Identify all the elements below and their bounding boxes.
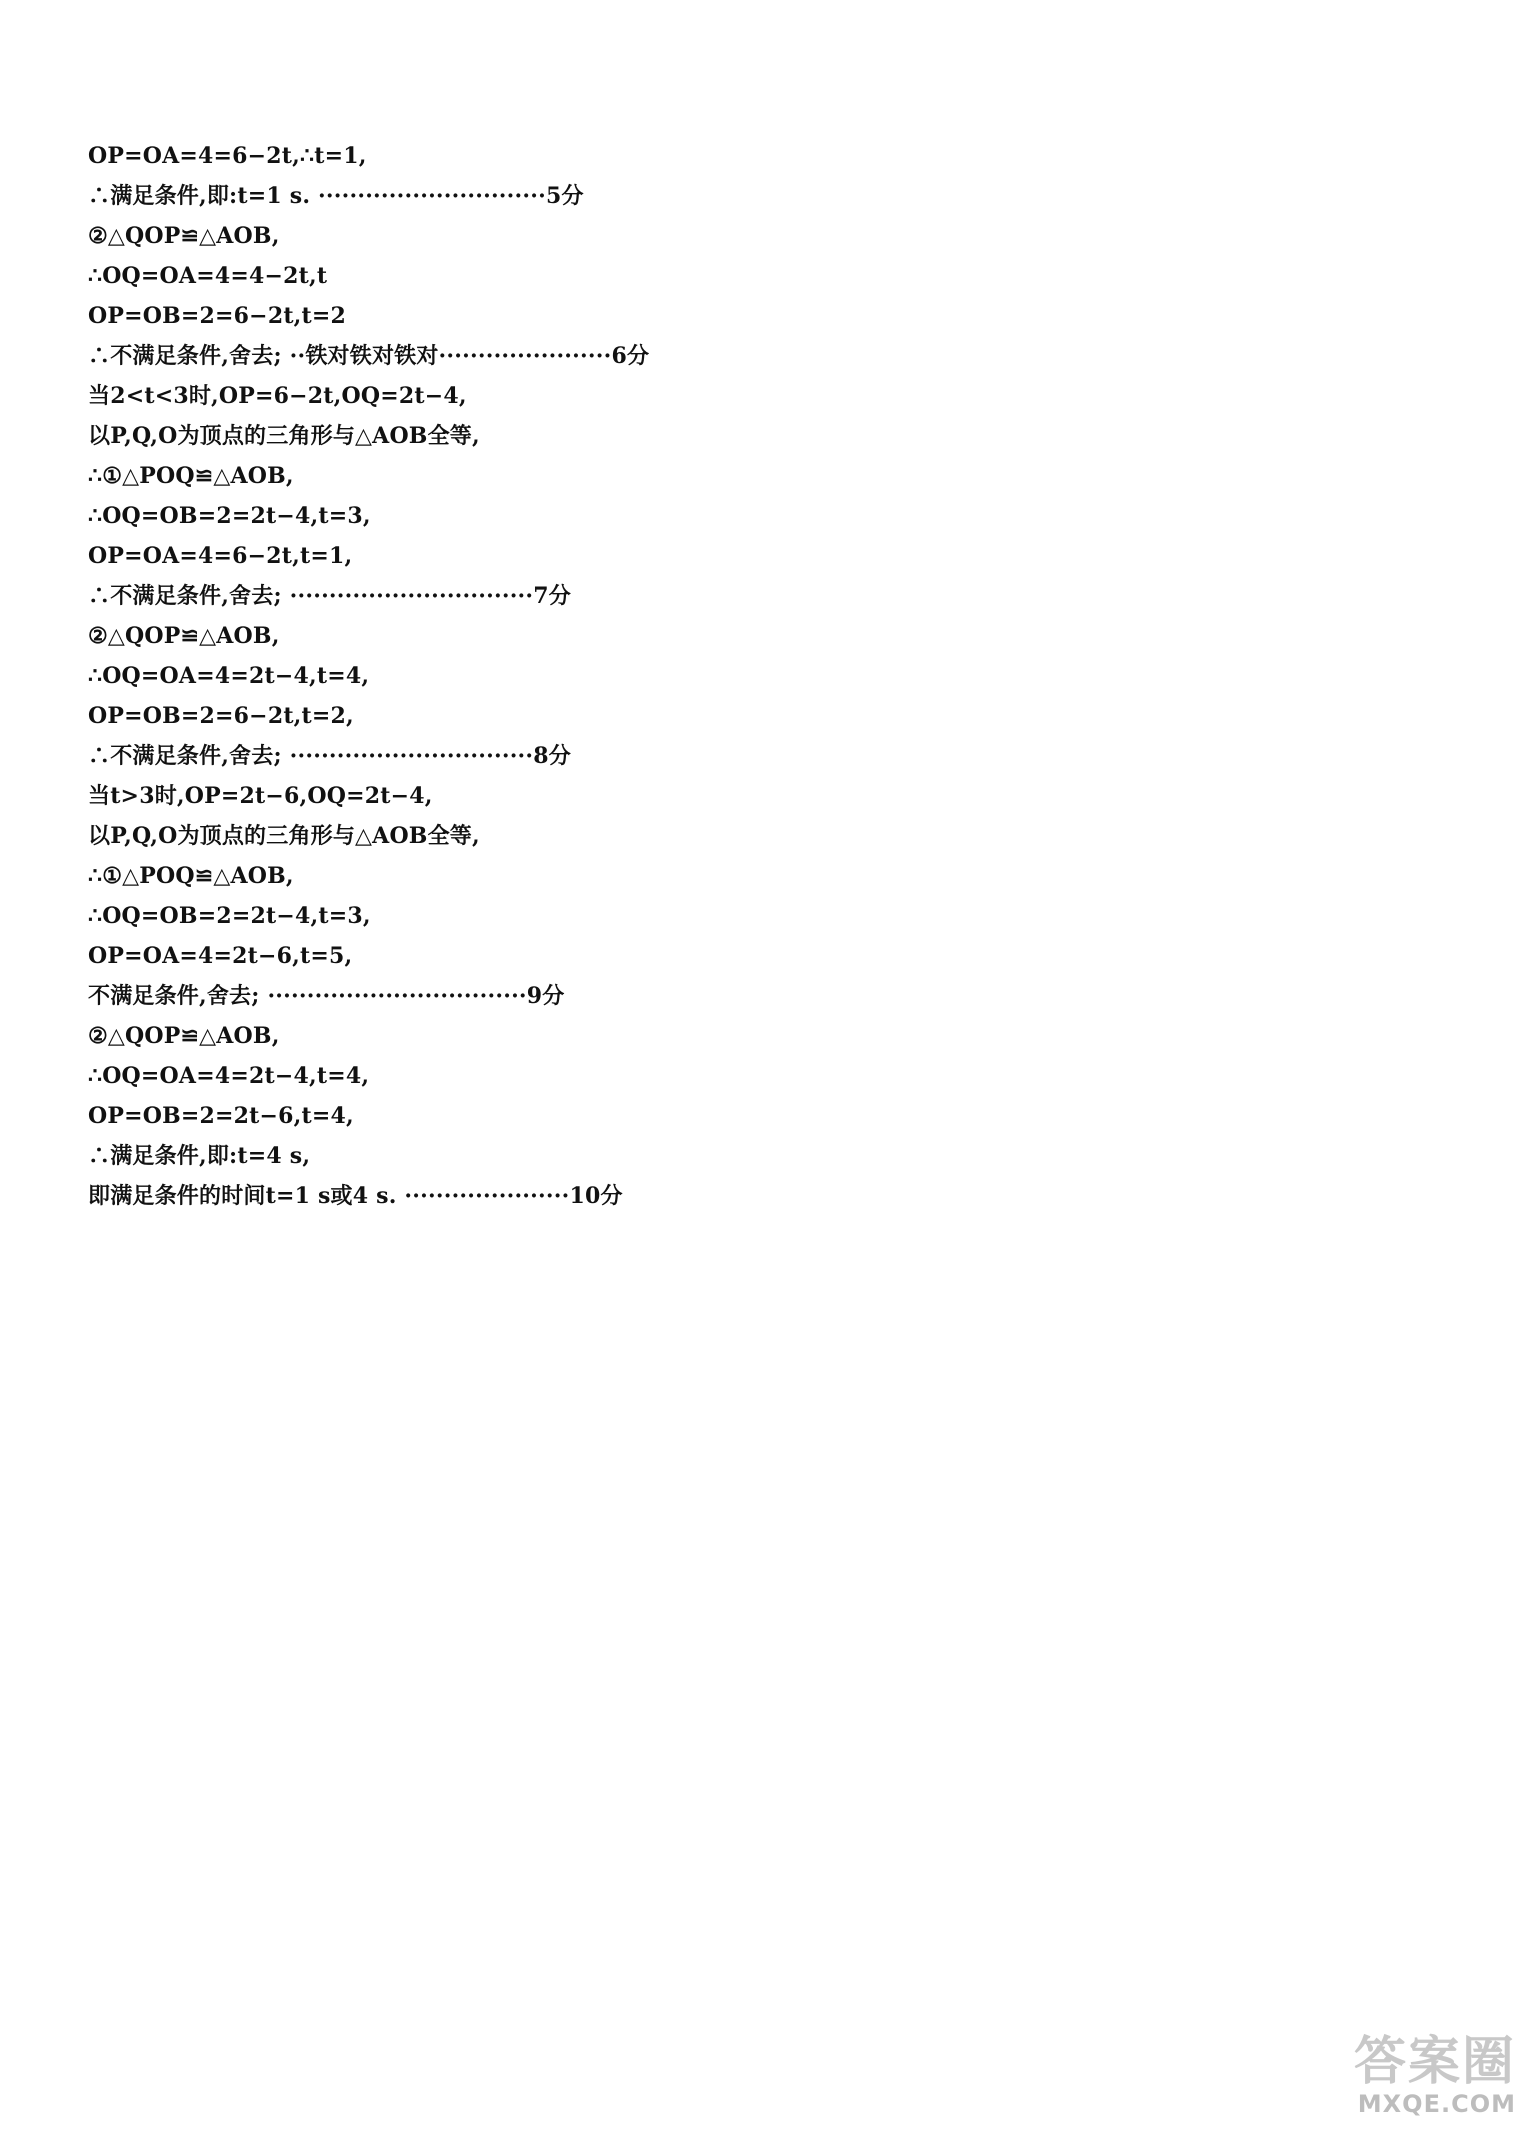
- solution-line: ∴不满足条件,舍去; ·······························8分: [88, 743, 571, 769]
- solution-line: ∴OQ=OB=2=2t−4,t=3,: [88, 903, 371, 929]
- solution-line: ∴OQ=OA=4=2t−4,t=4,: [88, 663, 370, 689]
- solution-line: 当t>3时,OP=2t−6,OQ=2t−4,: [88, 783, 433, 809]
- watermark-logo: 答案圈: [1353, 2032, 1516, 2092]
- watermark-url: MXQE.COM: [1357, 2090, 1516, 2118]
- site-watermark: [1306, 2034, 1516, 2124]
- solution-line: OP=OB=2=2t−6,t=4,: [88, 1103, 354, 1129]
- solution-line: 当2<t<3时,OP=6−2t,OQ=2t−4,: [88, 383, 467, 409]
- solution-line: ∴OQ=OA=4=2t−4,t=4,: [88, 1063, 370, 1089]
- solution-line: ∴OQ=OB=2=2t−4,t=3,: [88, 503, 371, 529]
- solution-line: ∴①△POQ≌△AOB,: [88, 463, 294, 489]
- solution-line: 以P,Q,O为顶点的三角形与△AOB全等,: [88, 423, 480, 449]
- solution-line: 以P,Q,O为顶点的三角形与△AOB全等,: [88, 823, 480, 849]
- solution-line: OP=OA=4=2t−6,t=5,: [88, 943, 353, 969]
- solution-text: [88, 136, 648, 1216]
- solution-line: ∴满足条件,即:t=1 s. ·····························5分: [88, 183, 584, 209]
- solution-line: OP=OB=2=6−2t,t=2,: [88, 703, 354, 729]
- solution-line: ∴OQ=OA=4=4−2t,t: [88, 263, 328, 289]
- solution-line: ∴①△POQ≌△AOB,: [88, 863, 294, 889]
- solution-line: ②△QOP≌△AOB,: [88, 623, 280, 649]
- solution-line: ②△QOP≌△AOB,: [88, 1023, 280, 1049]
- solution-line: OP=OA=4=6−2t,∴t=1,: [88, 143, 367, 169]
- solution-line: ∴不满足条件,舍去; ·······························7分: [88, 583, 571, 609]
- solution-line: ②△QOP≌△AOB,: [88, 223, 280, 249]
- solution-line: OP=OA=4=6−2t,t=1,: [88, 543, 353, 569]
- solution-line: 即满足条件的时间t=1 s或4 s. ·····················10分: [88, 1183, 623, 1209]
- solution-line: ∴满足条件,即:t=4 s,: [88, 1143, 311, 1169]
- solution-line: ∴不满足条件,舍去; ··铁对铁对铁对······················6分: [88, 343, 650, 369]
- solution-line: 不满足条件,舍去; ·································9分: [88, 983, 565, 1009]
- solution-line: OP=OB=2=6−2t,t=2: [88, 303, 347, 329]
